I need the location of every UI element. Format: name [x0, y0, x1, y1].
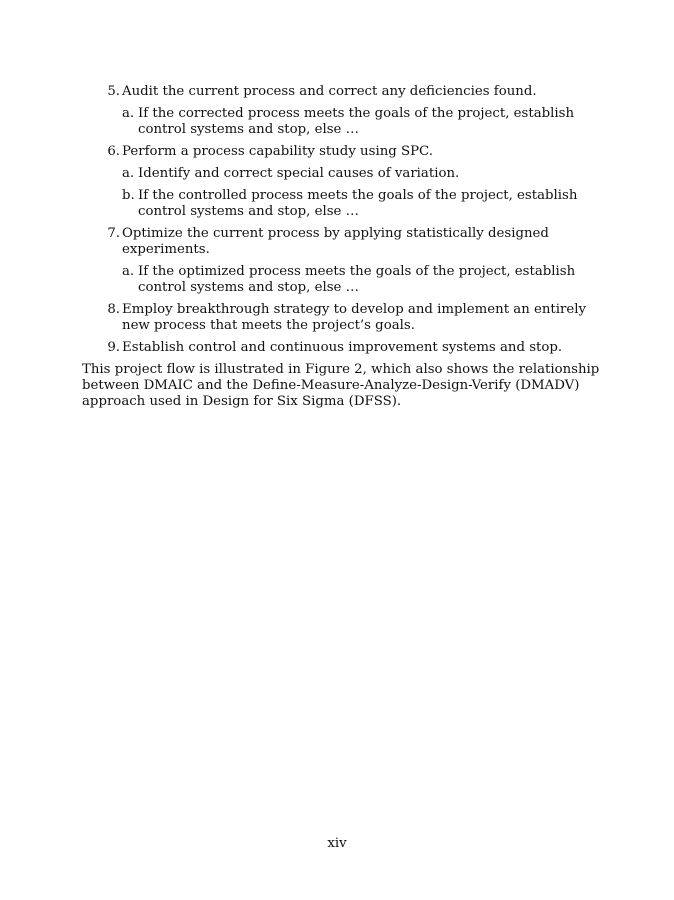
list-item — [82, 84, 602, 100]
list-item-number: 6. — [107, 144, 120, 159]
sub-list-item — [82, 264, 602, 296]
list-item-text: Audit the current process and correct any deficiencies found. — [122, 84, 537, 99]
sub-list-item-letter: a. — [122, 166, 135, 181]
list-item — [82, 340, 602, 356]
list-item-number: 8. — [107, 302, 120, 317]
sub-list-item-text: If the controlled process meets the goals of the project, establish control systems and stop, else … — [138, 188, 578, 219]
page-number: xiv — [327, 836, 347, 851]
list-item-text: Employ breakthrough strategy to develop and implement an entirely new process that meets the project’s goals. — [122, 302, 587, 333]
list-item-text: Establish control and continuous improvement systems and stop. — [122, 340, 563, 355]
list-item-number: 7. — [107, 226, 120, 241]
sub-list-item-letter: a. — [122, 106, 135, 121]
list-item — [82, 144, 602, 160]
sub-list-item-text: Identify and correct special causes of variation. — [138, 166, 460, 181]
list-item — [82, 302, 602, 334]
sub-list-item — [82, 166, 602, 182]
page-content — [82, 84, 602, 410]
sub-list-item-text: If the corrected process meets the goals of the project, establish control systems and stop, else … — [138, 106, 575, 137]
list-item — [82, 226, 602, 258]
list-item-number: 5. — [107, 84, 120, 99]
body-paragraph: This project flow is illustrated in Figure 2, which also shows the relationship between DMAIC and the Define-Measure-Analyze-Design-Verify (DMADV) approach used in Design for Six Sigma (DFSS). — [82, 362, 600, 409]
list-item-number: 9. — [107, 340, 120, 355]
list-item-text: Optimize the current process by applying statistically designed experiments. — [122, 226, 549, 257]
sub-list-item-letter: b. — [122, 188, 135, 203]
sub-list-item-text: If the optimized process meets the goals of the project, establish control systems and stop, else … — [138, 264, 576, 295]
list-item-text: Perform a process capability study using SPC. — [122, 144, 433, 159]
sub-list-item — [82, 106, 602, 138]
sub-list-item-letter: a. — [122, 264, 135, 279]
sub-list-item — [82, 188, 602, 220]
